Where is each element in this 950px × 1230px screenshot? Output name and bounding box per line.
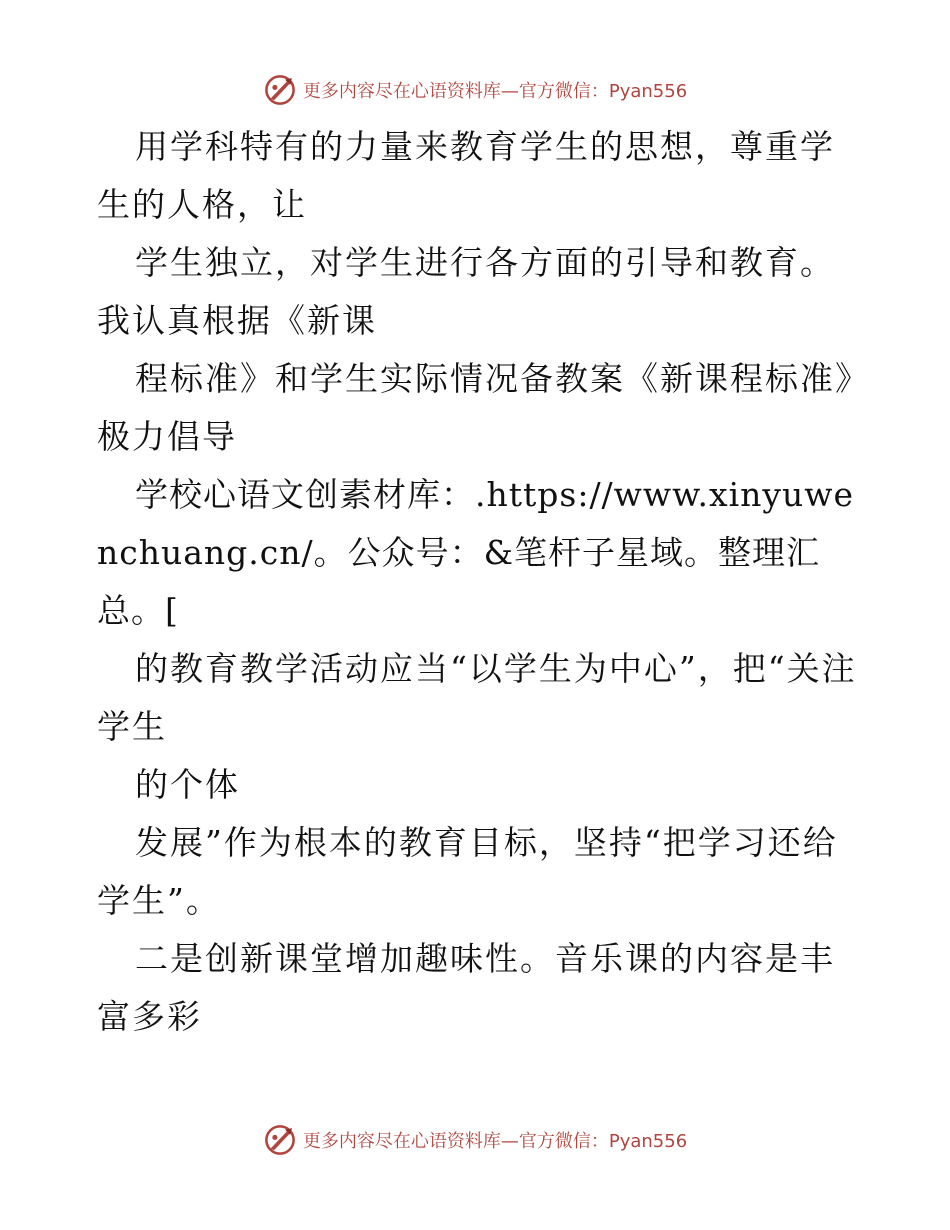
paragraph-8: 二是创新课堂增加趣味性。音乐课的内容是丰富多彩 (97, 939, 835, 1036)
quill-logo-icon (263, 73, 297, 107)
paragraph-5: 的教育教学活动应当“以学生为中心”，把“关注学生 (97, 649, 857, 746)
paragraph-2: 学生独立，对学生进行各方面的引导和教育。我认真根据《新课 (97, 243, 835, 340)
paragraph-7: 发展”作为根本的教育目标，坚持“把学习还给学生”。 (97, 823, 838, 920)
header-banner-text: 更多内容尽在心语资料库—官方微信：Pyan556 (302, 81, 688, 102)
footer-banner-text: 更多内容尽在心语资料库—官方微信：Pyan556 (302, 1131, 688, 1152)
paragraph-4: 学校心语文创素材库：.https://www.xinyuwenchuang.cn/。公众号：&笔杆子星域。整理汇总。[ (97, 475, 855, 630)
paragraph-3: 程标准》和学生实际情况备教案《新课程标准》极力倡导 (97, 359, 854, 456)
paragraph-6: 的个体 (135, 765, 240, 804)
paragraph-1: 用学科特有的力量来教育学生的思想，尊重学生的人格，让 (97, 127, 835, 224)
document-body (97, 118, 857, 1046)
page-footer-banner (0, 1118, 950, 1162)
quill-logo-icon (263, 1123, 297, 1157)
page-header-banner (0, 68, 950, 112)
